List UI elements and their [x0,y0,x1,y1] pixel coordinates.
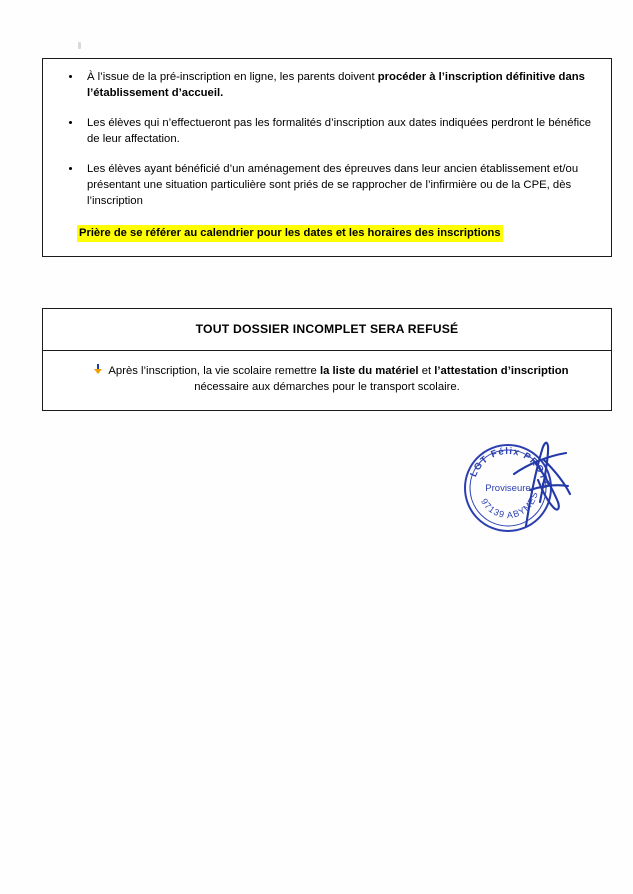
scan-artifact [78,42,81,49]
arrow-down-icon [93,364,104,375]
highlight-row [55,215,599,244]
bullet-dot-icon [69,75,72,78]
bullet-text-plain: Les élèves qui n’effectueront pas les formalités d’inscription aux dates indiquées perdront le bénéfice de leur affectation. [87,117,592,146]
stamp-outer-text: LGT Félix PROTO [468,445,551,490]
highlighted-notice: Prière de se référer au calendrier pour les dates et les horaires des inscriptions [77,225,503,242]
list-item [55,161,599,209]
warning-text-bold-2: l’attestation d’inscription [434,365,569,377]
warning-text-plain-1: Après l’inscription, la vie scolaire remettre [108,365,320,377]
instructions-block [42,58,612,257]
warning-text-plain-2: et [418,365,435,377]
bullet-dot-icon [69,121,72,124]
warning-title: TOUT DOSSIER INCOMPLET SERA REFUSÉ [43,309,611,351]
warning-text-bold-1: la liste du matériel [319,365,419,377]
warning-block [42,308,612,411]
stamp-center-text: Proviseure [485,483,531,494]
bullet-dot-icon [69,167,72,170]
handwritten-signature-icon [500,430,586,535]
instruction-list [55,69,599,209]
bullet-text-bold: procéder à l’inscription définitive dans l’établissement d’accueil. [87,71,585,100]
list-item [55,69,599,101]
list-item [55,115,599,147]
warning-body-line-1 [59,363,595,379]
warning-body [43,351,611,410]
bullet-text-plain: À l’issue de la pré-inscription en ligne, les parents doivent [87,71,378,83]
stamp-bottom-text: 97139 ABYMES [479,490,540,521]
bullet-text-plain: Les élèves ayant bénéficié d’un aménagement des épreuves dans leur ancien établissement et/ou présentant une situation particulière sont priés de se rapprocher de l’infirmière ou de la CPE, dès l’inscription [87,163,579,208]
warning-body-line-2: nécessaire aux démarches pour le transport scolaire. [194,381,460,394]
